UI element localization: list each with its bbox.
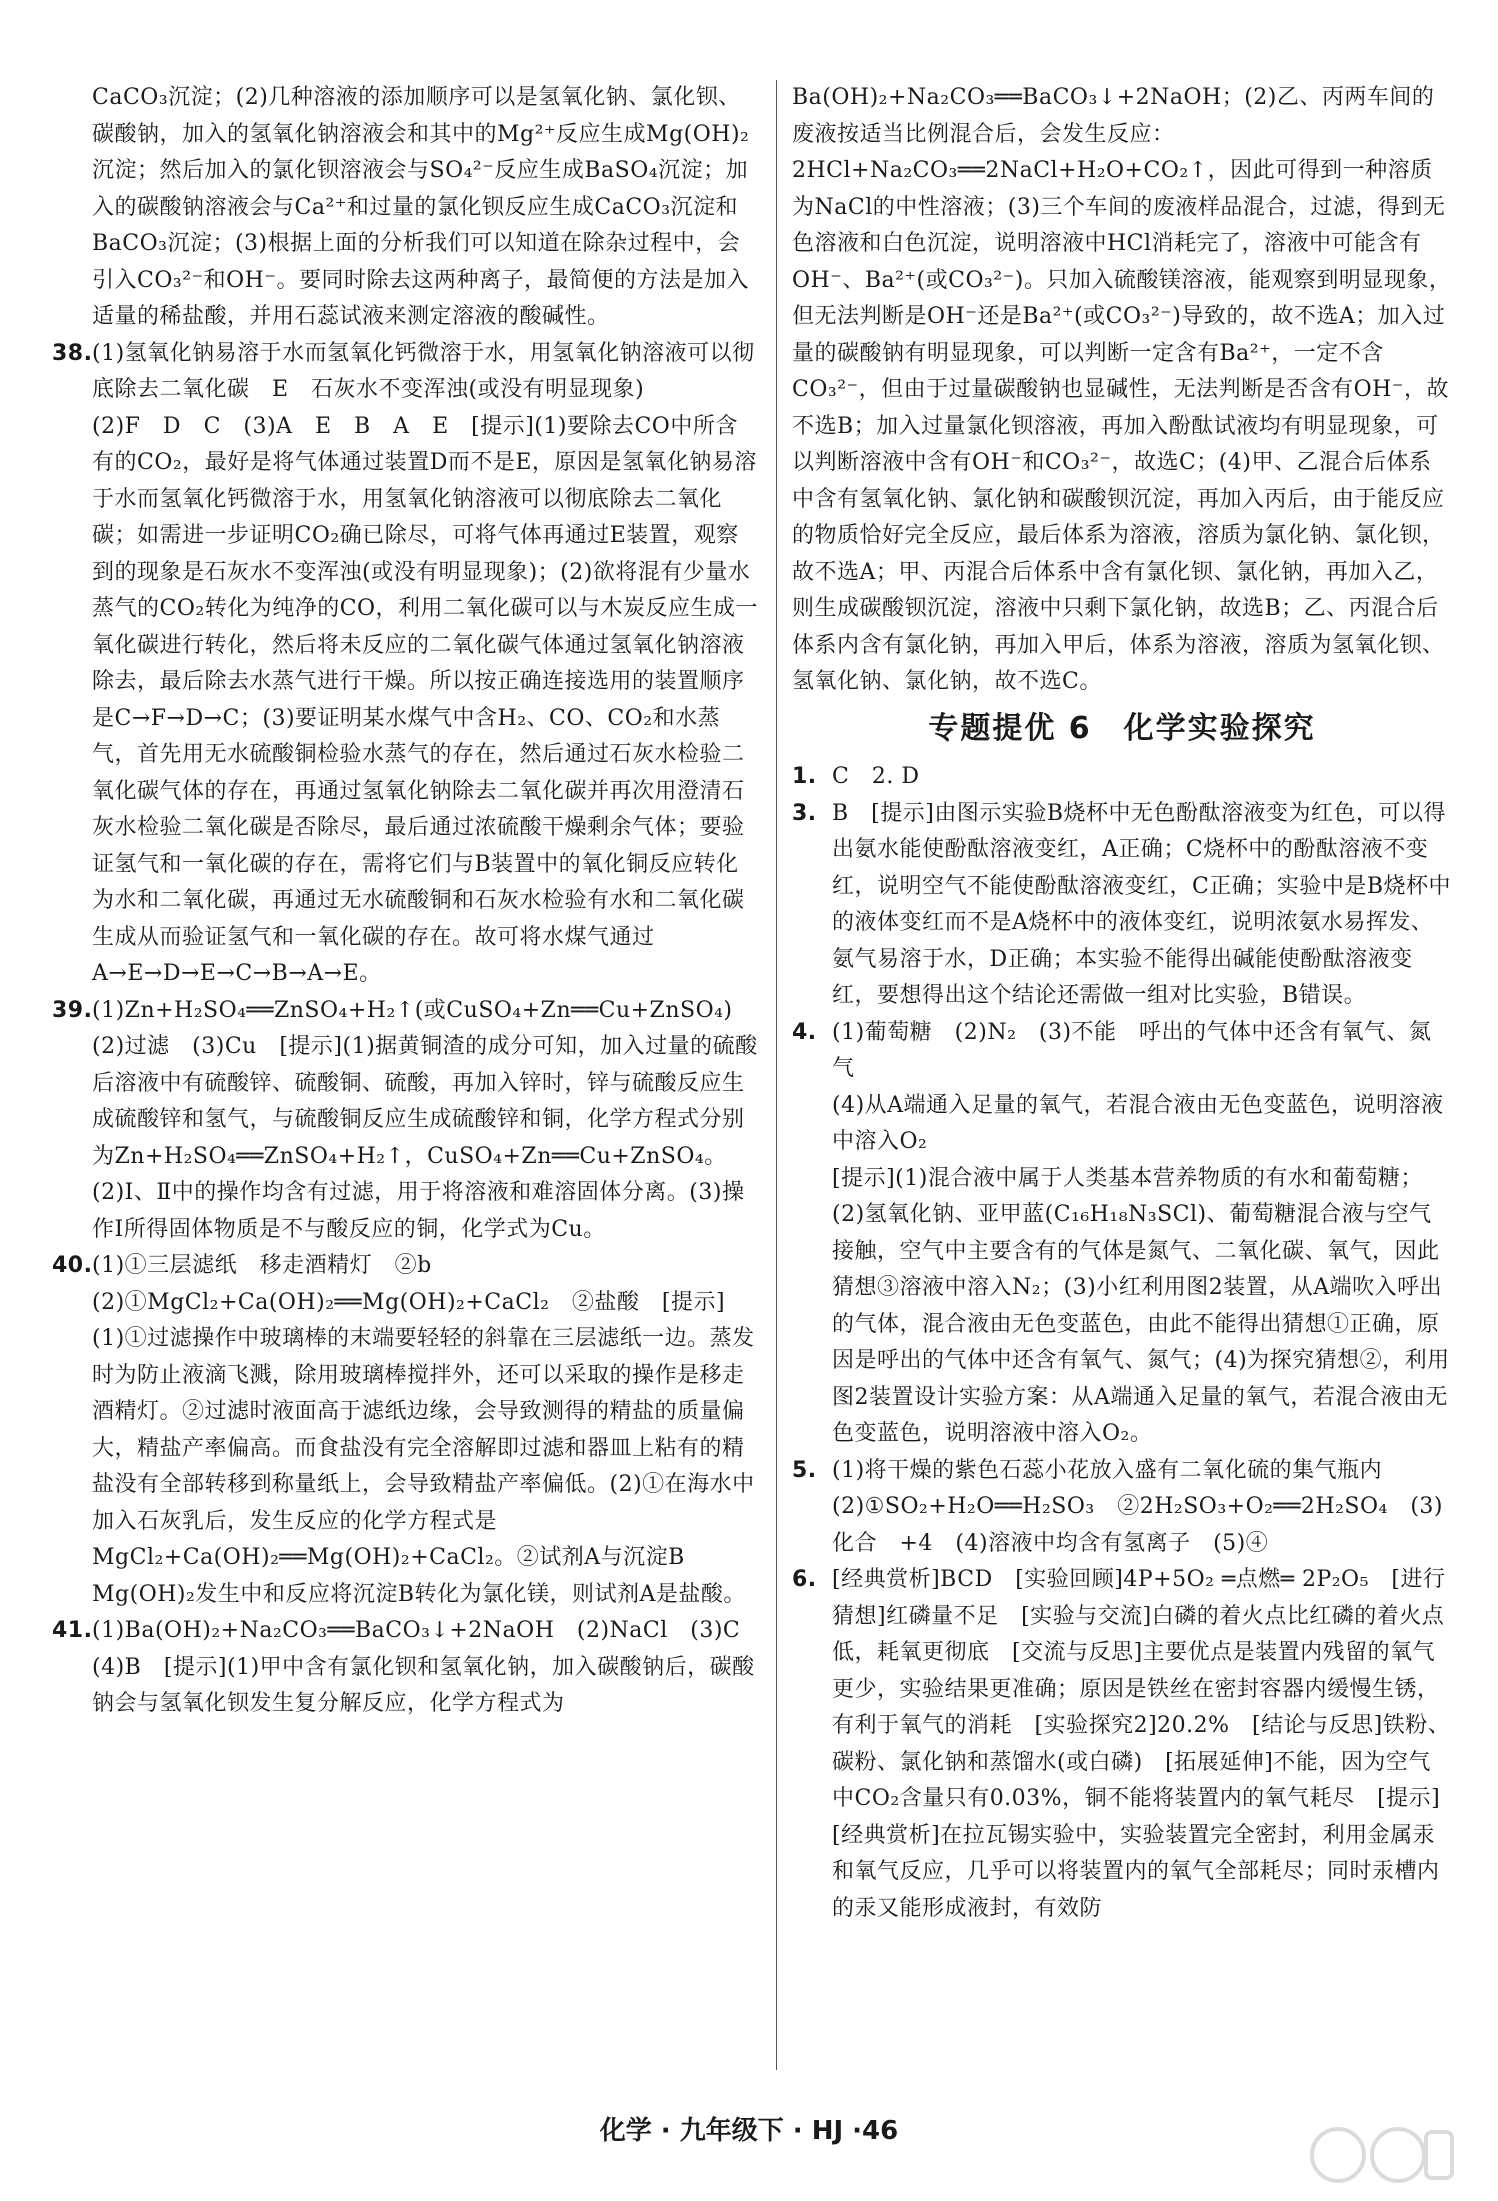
- answer-item-3: [792, 796, 1452, 1015]
- item-text: (1)将干燥的紫色石蕊小花放入盛有二氧化硫的集气瓶内 (2)①SO₂+H₂O══H₂SO₃ ②2H₂SO₃+O₂══2H₂SO₄ (3)化合 +4 (4)溶液中均含有氢离子 (5)④: [832, 1457, 1444, 1556]
- item-number: 39.: [52, 997, 93, 1023]
- item-text: B [提示]由图示实验B烧杯中无色酚酞溶液变为红色，可以得出氨水能使酚酞溶液变红，A正确；C烧杯中的酚酞溶液不变红，说明空气不能使酚酞溶液变红，C正确；实验中是B烧杯中的液体变红而不是A烧杯中的液体变红，说明浓氨水易挥发、氨气易溶于水，D正确；本实验不能得出碱能使酚酞溶液变红，要想得出这个结论还需做一组对比实验，B错误。: [832, 800, 1452, 1008]
- column-divider: [776, 80, 777, 2070]
- answer-item-6: [792, 1562, 1452, 1927]
- answer-item-4: [792, 1015, 1452, 1453]
- right-column: [792, 80, 1452, 1927]
- watermark-logo-icon: [1308, 2120, 1458, 2190]
- answer-item-40: [52, 1248, 760, 1613]
- item-number: 6.: [792, 1567, 817, 1592]
- answer-item-1: [792, 759, 1452, 796]
- item-number: 5.: [792, 1457, 817, 1483]
- item-number: 4.: [792, 1019, 817, 1045]
- item-text: (1)葡萄糖 (2)N₂ (3)不能 呼出的气体中还含有氧气、氮气 (4)从A端通入足量的氧气，若混合液由无色变蓝色，说明溶液中溶入O₂ [提示](1)混合液中属于人类基本营养物质的有水和葡萄糖；(2)氢氧化钠、亚甲蓝(C₁₆H₁₈N₃SCl)、葡萄糖混合液与空气接触，空气中主要含有的气体是氮气、二氧化碳、氧气，因此猜想③溶液中溶入N₂；(3)小红利用图2装置，从A端吹入呼出的气体，混合液由无色变蓝色，由此不能得出猜想①正确，原因是呼出的气体中还含有氧气、氮气；(4)为探究猜想②，利用图2装置设计实验方案：从A端通入足量的氧气，若混合液由无色变蓝色，说明溶液中溶入O₂。: [832, 1019, 1450, 1446]
- item-text: (1)氢氧化钠易溶于水而氢氧化钙微溶于水，用氢氧化钠溶液可以彻底除去二氧化碳 E 石灰水不变浑浊(或没有明显现象) (2)F D C (3)A E B A E [提示](1)要除去CO中所含有的CO₂，最好是将气体通过装置D而不是E，原因是氢氧化钠易溶于水而氢氧化钙微溶于水，用氢氧化钠溶液可以彻底除去二氧化碳；如需进一步证明CO₂确已除尽，可将气体再通过E装置，观察到的现象是石灰水不变浑浊(或没有明显现象)；(2)欲将混有少量水蒸气的CO₂转化为纯净的CO，利用二氧化碳可以与木炭反应生成一氧化碳进行转化，然后将未反应的二氧化碳气体通过氢氧化钠溶液除去，最后除去水蒸气进行干燥。所以按正确连接选用的装置顺序是C→F→D→C；(3)要证明某水煤气中含H₂、CO、CO₂和水蒸气，首先用无水硫酸铜检验水蒸气的存在，然后通过石灰水检验二氧化碳气体的存在，再通过氢氧化钠除去二氧化碳并再次用澄清石灰水检验二氧化碳是否除尽，最后通过浓硫酸干燥剩余气体；要验证氢气和一氧化碳的存在，需将它们与B装置中的氧化铜反应转化为水和二氧化碳，再通过无水硫酸铜和石灰水检验有水和二氧化碳生成从而验证氢气和一氧化碳的存在。故可将水煤气通过A→E→D→E→C→B→A→E。: [92, 340, 759, 986]
- section-title: 专题提优 6 化学实验探究: [928, 710, 1316, 746]
- item-text: (1)Zn+H₂SO₄══ZnSO₄+H₂↑(或CuSO₄+Zn══Cu+ZnSO₄) (2)过滤 (3)Cu [提示](1)据黄铜渣的成分可知，加入过量的硫酸后溶液中有硫酸锌、硫酸铜、硫酸，再加入锌时，锌与硫酸反应生成硫酸锌和氢气，与硫酸铜反应生成硫酸锌和铜，化学方程式分别为Zn+H₂SO₄══ZnSO₄+H₂↑，CuSO₄+Zn══Cu+ZnSO₄。(2)Ⅰ、Ⅱ中的操作均含有过滤，用于将溶液和难溶固体分离。(3)操作Ⅰ所得固体物质是不与酸反应的铜，化学式为Cu。: [92, 997, 758, 1242]
- item-number: 3.: [792, 800, 817, 826]
- answer-item-39: [52, 993, 760, 1249]
- page-footer: 化学 · 九年级下 · HJ ·46: [599, 2116, 899, 2146]
- item-text: (1)①三层滤纸 移走酒精灯 ②b (2)①MgCl₂+Ca(OH)₂══Mg(OH)₂+CaCl₂ ②盐酸 [提示](1)①过滤操作中玻璃棒的末端要轻轻的斜靠在三层滤纸一边。蒸发时为防止液滴飞溅，除用玻璃棒搅拌外，还可以采取的操作是移走酒精灯。②过滤时液面高于滤纸边缘，会导致测得的精盐的质量偏大，精盐产率偏高。而食盐没有完全溶解即过滤和器皿上粘有的精盐没有全部转移到称量纸上，会导致精盐产率偏低。(2)①在海水中加入石灰乳后，发生反应的化学方程式是MgCl₂+Ca(OH)₂══Mg(OH)₂+CaCl₂。②试剂A与沉淀B Mg(OH)₂发生中和反应将沉淀B转化为氯化镁，则试剂A是盐酸。: [92, 1253, 755, 1607]
- item-number: 1.: [792, 764, 817, 789]
- left-column: [52, 80, 760, 1723]
- continued-answer-text: Ba(OH)₂+Na₂CO₃══BaCO₃↓+2NaOH；(2)乙、丙两车间的废液按适当比例混合后，会发生反应：2HCl+Na₂CO₃══2NaCl+H₂O+CO₂↑，因此可得到一种溶质为NaCl的中性溶液；(3)三个车间的废液样品混合，过滤，得到无色溶液和白色沉淀，说明溶液中HCl消耗完了，溶液中可能含有OH⁻、Ba²⁺(或CO₃²⁻)。只加入硫酸镁溶液，能观察到明显现象，但无法判断是OH⁻还是Ba²⁺(或CO₃²⁻)导致的，故不选A；加入过量的碳酸钠有明显现象，可以判断一定含有Ba²⁺，一定不含CO₃²⁻，但由于过量碳酸钠也显碱性，无法判断是否含有OH⁻，故不选B；加入过量氯化钡溶液，再加入酚酞试液均有明显现象，可以判断溶液中含有OH⁻和CO₃²⁻，故选C；(4)甲、乙混合后体系中含有氢氧化钠、氯化钠和碳酸钡沉淀，再加入丙后，由于能反应的物质恰好完全反应，最后体系为溶液，溶质为氯化钠、氯化钡，故不选A；甲、丙混合后体系中含有氯化钡、氯化钠，再加入乙，则生成碳酸钡沉淀，溶液中只剩下氯化钠，故选B；乙、丙混合后体系内含有氯化钠，再加入甲后，体系为溶液，溶质为氢氧化钡、氢氧化钠、氯化钠，故不选C。: [792, 85, 1452, 694]
- item-text: [经典赏析]BCD [实验回顾]4P+5O₂ ═点燃═ 2P₂O₅ [进行猜想]红磷量不足 [实验与交流]白磷的着火点比红磷的着火点低，耗氧更彻底 [交流与反思]主要优点是装置内残留的氧气更少，实验结果更准确；原因是铁丝在密封容器内缓慢生锈，有利于氧气的消耗 [实验探究2]20.2% [结论与反思]铁粉、碳粉、氯化钠和蒸馏水(或白磷) [拓展延伸]不能，因为空气中CO₂含量只有0.03%，铜不能将装置内的氧气耗尽 [提示][经典赏析]在拉瓦锡实验中，实验装置完全密封，利用金属汞和氧气反应，几乎可以将装置内的氧气全部耗尽；同时汞槽内的汞又能形成液封，有效防: [832, 1567, 1451, 1921]
- answer-item-41: [52, 1613, 760, 1723]
- answer-item-5: [792, 1453, 1452, 1563]
- item-text: C 2. D: [832, 764, 920, 789]
- item-number: 38.: [52, 340, 93, 366]
- item-number: 41.: [52, 1618, 93, 1643]
- item-text: (1)Ba(OH)₂+Na₂CO₃══BaCO₃↓+2NaOH (2)NaCl (3)C (4)B [提示](1)甲中含有氯化钡和氢氧化钠，加入碳酸钠后，碳酸钠会与氢氧化钡发生复分解反应，化学方程式为: [92, 1618, 755, 1716]
- item-number: 40.: [52, 1253, 93, 1278]
- answer-item-38: [52, 336, 760, 993]
- continued-answer-text: CaCO₃沉淀；(2)几种溶液的添加顺序可以是氢氧化钠、氯化钡、碳酸钠，加入的氢氧化钠溶液会和其中的Mg²⁺反应生成Mg(OH)₂沉淀；然后加入的氯化钡溶液会与SO₄²⁻反应生成BaSO₄沉淀；加入的碳酸钠溶液会与Ca²⁺和过量的氯化钡反应生成CaCO₃沉淀和BaCO₃沉淀；(3)根据上面的分析我们可以知道在除杂过程中，会引入CO₃²⁻和OH⁻。要同时除去这两种离子，最简便的方法是加入适量的稀盐酸，并用石蕊试液来测定溶液的酸碱性。: [92, 85, 750, 329]
